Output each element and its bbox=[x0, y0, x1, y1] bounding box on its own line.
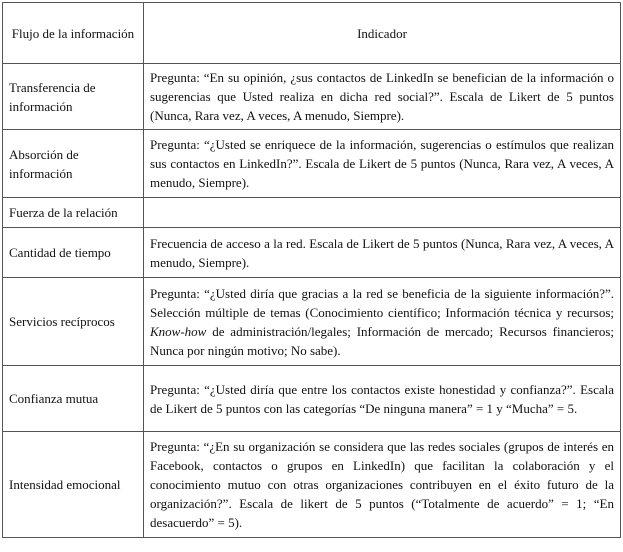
row-label: Absorción de información bbox=[3, 130, 144, 198]
indicator-text-pre: Pregunta: “¿Usted diría que gracias a la red se beneficia de la siguiente información?”. Selección múltiple de temas (Conocimiento científico; Información técnica y recursos; bbox=[150, 285, 614, 320]
row-indicator: Pregunta: “¿En su organización se considera que las redes sociales (grupos de interés en Facebook, contactos o grupos en LinkedIn) que facilitan la colaboración y el conocimiento mutuo con otras organizaciones contribuyen en el éxito futuro de la organización?”. Escala de likert de 5 puntos (“Totalmente de acuerdo” = 1; “En desacuerdo” = 5). bbox=[144, 432, 621, 538]
row-label: Intensidad emocional bbox=[3, 432, 144, 538]
table-row bbox=[3, 228, 621, 278]
table-row bbox=[3, 432, 621, 538]
row-indicator: Pregunta: “¿Usted diría que entre los contactos existe honestidad y confianza?”. Escala de Likert de 5 puntos con las categorías “De ninguna manera” = 1 y “Mucha” = 5. bbox=[144, 366, 621, 432]
row-indicator: Frecuencia de acceso a la red. Escala de Likert de 5 puntos (Nunca, Rara vez, A veces, A menudo, Siempre). bbox=[144, 228, 621, 278]
header-row bbox=[3, 3, 621, 64]
indicator-text-em: Know-how bbox=[150, 323, 207, 339]
table-row bbox=[3, 64, 621, 130]
table-row bbox=[3, 278, 621, 366]
row-label: Transferencia de información bbox=[3, 64, 144, 130]
table-row bbox=[3, 198, 621, 228]
indicators-table bbox=[2, 2, 621, 538]
indicator-text-post: de administración/legales; Información de mercado; Recursos financieros; Nunca por ningún motivo; No sabe). bbox=[150, 323, 614, 358]
row-indicator: Pregunta: “En su opinión, ¿sus contactos de LinkedIn se benefician de la información o sugerencias que Usted realiza en dicha red social?”. Escala de Likert de 5 puntos (Nunca, Rara vez, A veces, A menudo, Siempre). bbox=[144, 64, 621, 130]
row-label: Cantidad de tiempo bbox=[3, 228, 144, 278]
row-label: Fuerza de la relación bbox=[3, 198, 144, 228]
row-indicator: Pregunta: “¿Usted se enriquece de la información, sugerencias o estímulos que realizan sus contactos en LinkedIn?”. Escala de Likert de 5 puntos (Nunca, Rara vez, A veces, A menudo, Siempre). bbox=[144, 130, 621, 198]
header-indicador: Indicador bbox=[144, 3, 621, 64]
table-row bbox=[3, 130, 621, 198]
table-row bbox=[3, 366, 621, 432]
row-label: Servicios recíprocos bbox=[3, 278, 144, 366]
row-indicator bbox=[144, 278, 621, 366]
header-flujo: Flujo de la información bbox=[3, 3, 144, 64]
row-indicator bbox=[144, 198, 621, 228]
row-label: Confianza mutua bbox=[3, 366, 144, 432]
